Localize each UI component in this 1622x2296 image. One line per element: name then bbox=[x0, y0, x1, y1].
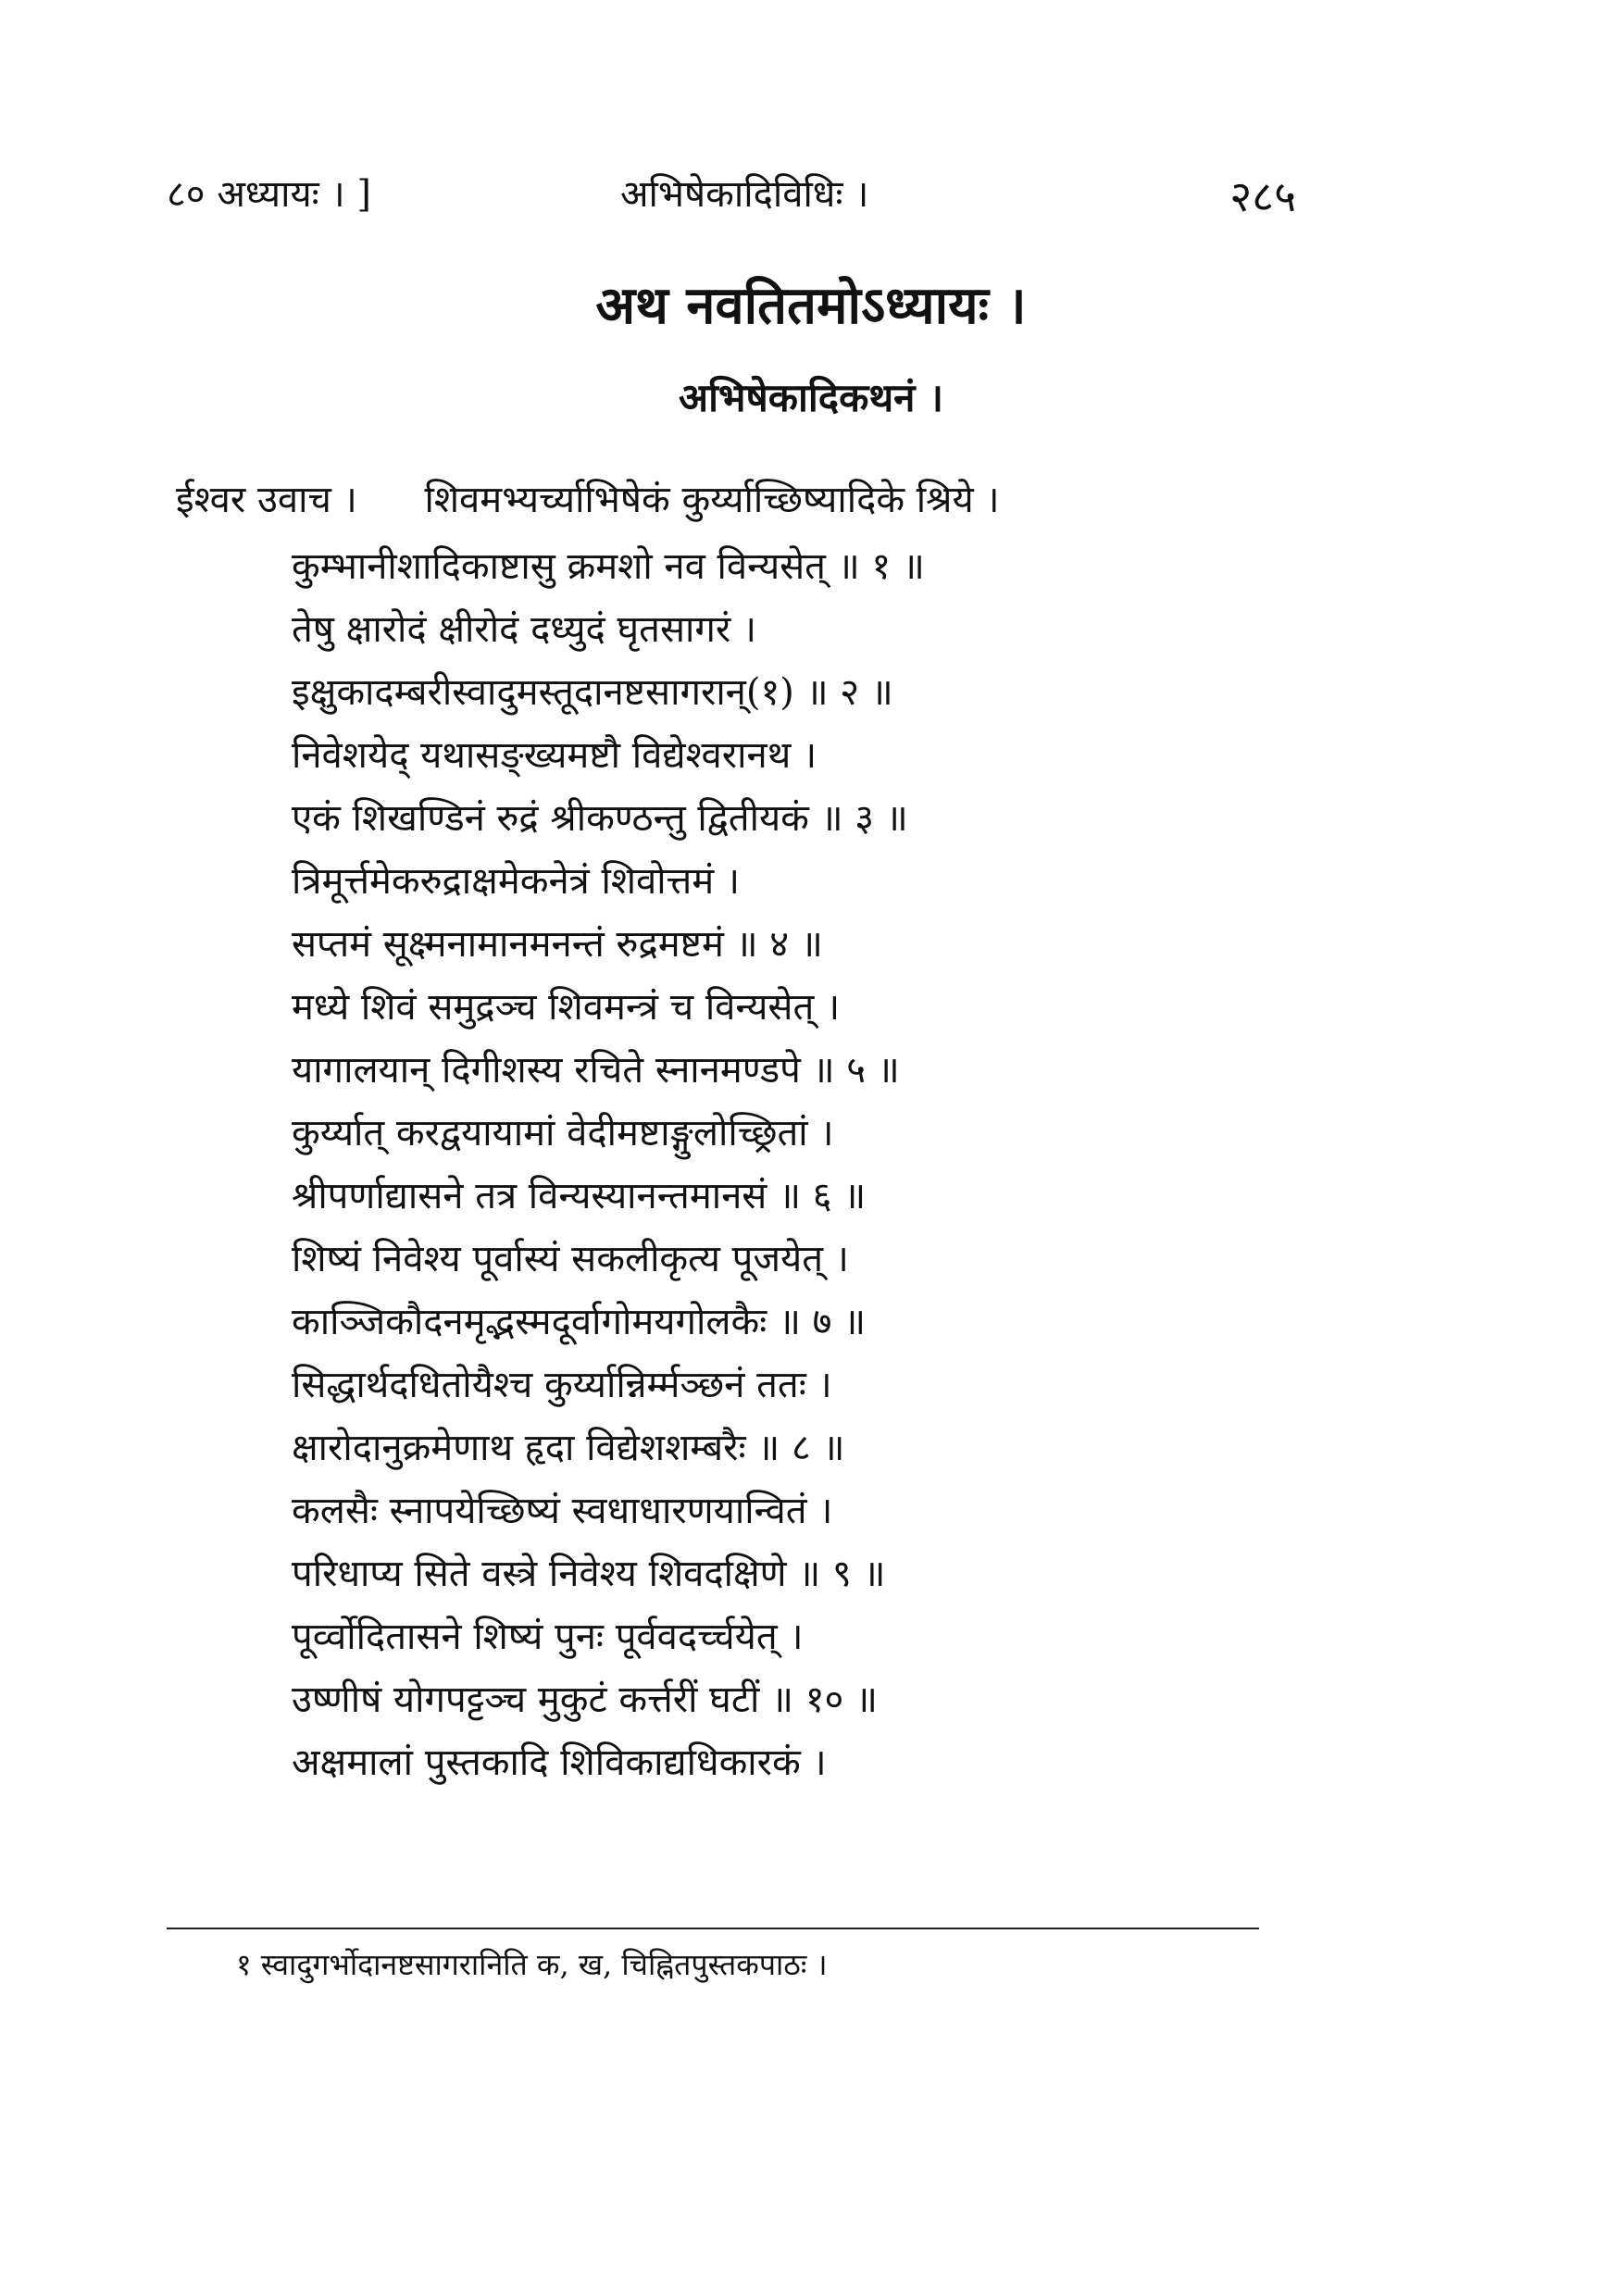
verse-line: परिधाप्य सिते वस्त्रे निवेश्य शिवदक्षिणे ॥ ९ ॥ bbox=[292, 1553, 886, 1595]
verse-line: श्रीपर्णाद्यासने तत्र विन्यस्यानन्तमानसं ॥ ६ ॥ bbox=[292, 1175, 867, 1217]
verse-line: उष्णीषं योगपट्टञ्च मुकुटं कर्त्तरीं घटीं ॥ १० ॥ bbox=[292, 1678, 879, 1721]
section-title: अभिषेकादिकथनं । bbox=[678, 375, 944, 420]
footnote: १ स्वादुगर्भोदानष्टसागरानिति क, ख, चिह्नितपुस्तकपाठः । bbox=[236, 1947, 828, 1982]
footnote-divider bbox=[167, 1928, 1259, 1929]
verse-line: त्रिमूर्त्तमेकरुद्राक्षमेकनेत्रं शिवोत्तमं । bbox=[292, 860, 741, 903]
page-number: २८५ bbox=[1229, 171, 1296, 221]
verse-line: इक्षुकादम्बरीस्वादुमस्तूदानष्टसागरान्(१) ॥ २ ॥ bbox=[292, 671, 893, 714]
verse-line: पूर्व्वोदितासने शिष्यं पुनः पूर्ववदर्च्चयेत् । bbox=[292, 1616, 804, 1658]
speaker-label: ईश्वर उवाच । bbox=[176, 479, 357, 521]
header-chapter-ref: ८० अध्यायः । ] bbox=[167, 173, 371, 216]
header-running-title: अभिषेकादिविधिः । bbox=[620, 173, 869, 216]
verse-list bbox=[292, 535, 1310, 1794]
verse-line: सिद्धार्थदधितोयैश्च कुर्य्यान्निर्म्मञ्छनं ततः । bbox=[292, 1364, 832, 1406]
verse-line: शिष्यं निवेश्य पूर्वास्यं सकलीकृत्य पूजयेत् । bbox=[292, 1238, 849, 1280]
verse-line: मध्ये शिवं समुद्रञ्च शिवमन्त्रं च विन्यसेत् । bbox=[292, 986, 841, 1029]
verse-line: तेषु क्षारोदं क्षीरोदं दध्युदं घृतसागरं । bbox=[292, 608, 757, 651]
verse-line: काञ्जिकौदनमृद्भस्मदूर्वागोमयगोलकैः ॥ ७ ॥ bbox=[292, 1301, 867, 1343]
verse-line: एकं शिखण्डिनं रुद्रं श्रीकण्ठन्तु द्वितीयकं ॥ ३ ॥ bbox=[292, 797, 908, 840]
verse-line: सप्तमं सूक्ष्मनामानमनन्तं रुद्रमष्टमं ॥ ४ ॥ bbox=[292, 923, 823, 966]
chapter-title: अथ नवतितमोऽध्यायः । bbox=[595, 275, 1027, 336]
verse-line: निवेशयेद् यथासङ्ख्यमष्टौ विद्येश्वरानथ । bbox=[292, 734, 817, 777]
verse-line: कलसैः स्नापयेच्छिष्यं स्वधाधारणयान्वितं । bbox=[292, 1490, 833, 1532]
verse-line: यागालयान् दिगीशस्य रचिते स्नानमण्डपे ॥ ५ ॥ bbox=[292, 1049, 900, 1092]
verse-line: कुम्भानीशादिकाष्टासु क्रमशो नव विन्यसेत् ॥ १ ॥ bbox=[292, 545, 925, 588]
verse-line: कुर्य्यात् करद्वयायामां वेदीमष्टाङ्गुलोच्छ्रितां । bbox=[292, 1112, 834, 1154]
verse-line: क्षारोदानुक्रमेणाथ हृदा विद्येशशम्बरैः ॥ ८ ॥ bbox=[292, 1427, 845, 1469]
speaker-line bbox=[176, 472, 1472, 523]
verse-line: अक्षमालां पुस्तकादि शिविकाद्यधिकारकं । bbox=[292, 1741, 827, 1784]
running-header bbox=[167, 167, 1296, 222]
verse-first-line: शिवमभ्यर्च्याभिषेकं कुर्य्याच्छिष्यादिके श्रिये । bbox=[424, 479, 1000, 521]
